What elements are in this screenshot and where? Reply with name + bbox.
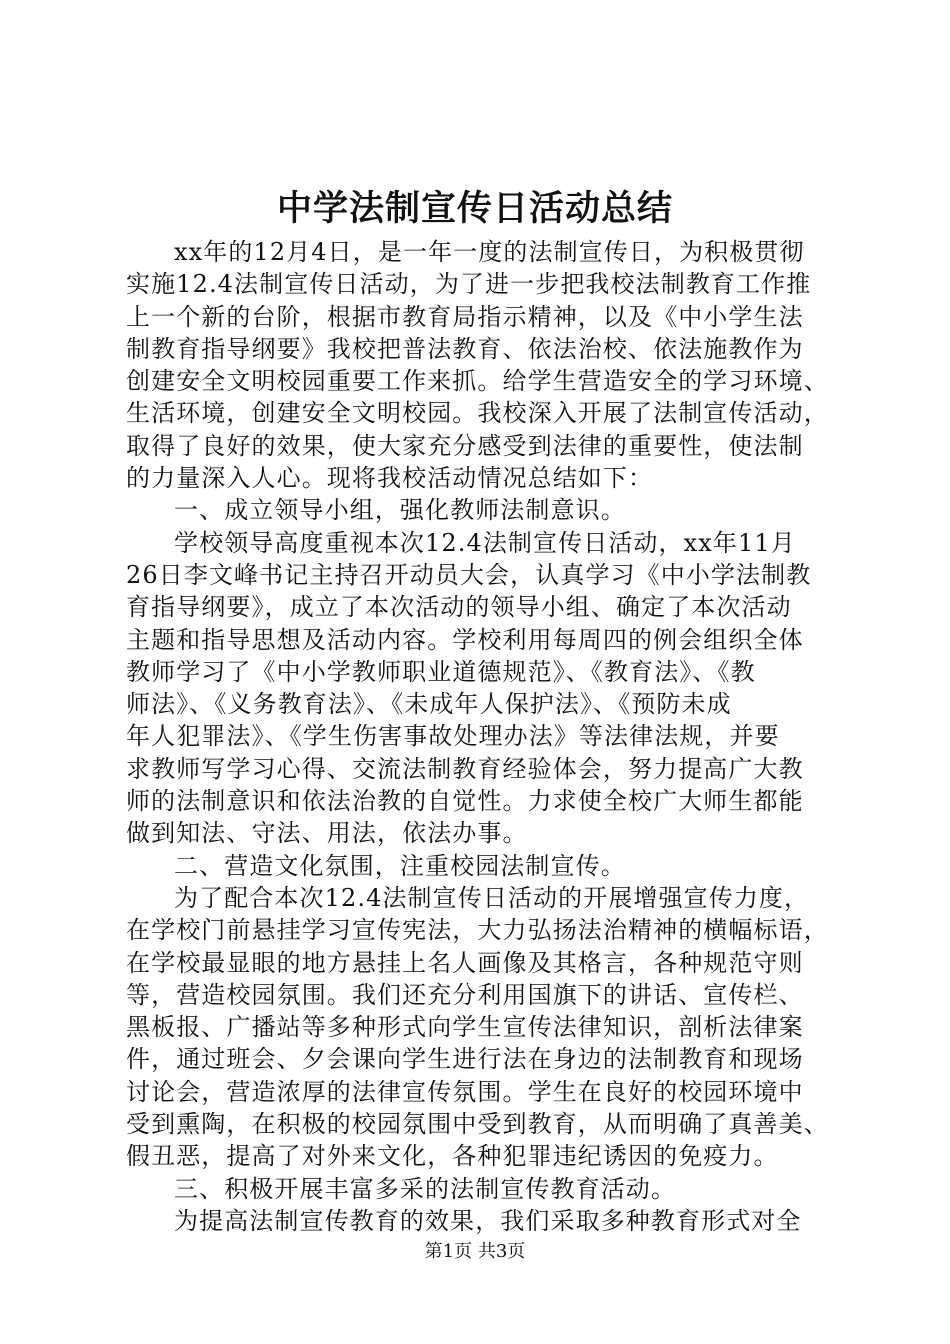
text-line: 假丑恶，提高了对外来文化，各种犯罪违纪诱因的免疫力。 bbox=[126, 1142, 779, 1171]
text-line: 讨论会，营造浓厚的法律宣传氛围。学生在良好的校园环境中 bbox=[126, 1077, 804, 1106]
text-line: 主题和指导思想及活动内容。学校利用每周四的例会组织全体 bbox=[126, 625, 804, 654]
text-line: 件，通过班会、夕会课向学生进行法在身边的法制教育和现场 bbox=[126, 1045, 804, 1074]
text-line: 二、营造文化氛围，注重校园法制宣传。 bbox=[174, 851, 626, 880]
text-line: 创建安全文明校园重要工作来抓。给学生营造安全的学习环境、 bbox=[126, 367, 829, 396]
text-line: 26日李文峰书记主持召开动员大会，认真学习《中小学法制教 bbox=[126, 560, 812, 589]
paragraph bbox=[126, 850, 826, 882]
text-line: 三、积极开展丰富多采的法制宣传教育活动。 bbox=[174, 1174, 676, 1203]
text-line: 生活环境，创建安全文明校园。我校深入开展了法制宣传活动， bbox=[126, 399, 829, 428]
text-line: 求教师写学习心得、交流法制教育经验体会，努力提高广大教 bbox=[126, 754, 804, 783]
text-line: 实施12.4法制宣传日活动，为了进一步把我校法制教育工作推 bbox=[126, 270, 812, 299]
text-line: 育指导纲要》，成立了本次活动的领导小组、确定了本次活动 bbox=[126, 593, 792, 622]
text-line: 一、成立领导小组，强化教师法制意识。 bbox=[174, 496, 626, 525]
paragraph bbox=[126, 882, 829, 1173]
text-line: xx年的12月4日，是一年一度的法制宣传日，为积极贯彻 bbox=[174, 238, 805, 266]
paragraph bbox=[126, 494, 826, 526]
text-line: 教师学习了《中小学教师职业道德规范》、《教育法》、《教 bbox=[126, 657, 756, 686]
text-line: 受到熏陶，在积极的校园氛围中受到教育，从而明确了真善美、 bbox=[126, 1110, 829, 1139]
text-line: 在学校最显眼的地方悬挂上名人画像及其格言，各种规范守则 bbox=[126, 948, 804, 977]
text-line: 年人犯罪法》、《学生伤害事故处理办法》等法律法规，并要 bbox=[126, 722, 780, 751]
text-line: 黑板报、广播站等多种形式向学生宣传法律知识，剖析法律案 bbox=[126, 1013, 804, 1042]
text-line: 师法》、《义务教育法》、《未成年人保护法》、《预防未成 bbox=[126, 690, 732, 719]
text-line: 学校领导高度重视本次12.4法制宣传日活动，xx年11月 bbox=[174, 528, 796, 557]
text-line: 制教育指导纲要》我校把普法教育、依法治校、依法施教作为 bbox=[126, 334, 804, 363]
paragraph bbox=[126, 236, 829, 494]
paragraph bbox=[126, 1173, 826, 1205]
document-title: 中学法制宣传日活动总结 bbox=[276, 188, 673, 229]
text-line: 为了配合本次12.4法制宣传日活动的开展增强宣传力度， bbox=[174, 883, 810, 912]
text-line: 为提高法制宣传教育的效果，我们采取多种教育形式对全 bbox=[174, 1206, 802, 1235]
page-footer: 第1页 共3页 bbox=[424, 1241, 526, 1262]
text-line: 的力量深入人心。现将我校活动情况总结如下： bbox=[126, 464, 654, 493]
text-line: 等，营造校园氛围。我们还充分利用国旗下的讲话、宣传栏、 bbox=[126, 980, 804, 1009]
paragraph bbox=[126, 527, 826, 850]
document-body bbox=[126, 236, 829, 1237]
text-line: 师的法制意识和依法治教的自觉性。力求使全校广大师生都能 bbox=[126, 787, 804, 816]
text-line: 上一个新的台阶，根据市教育局指示精神，以及《中小学生法 bbox=[126, 302, 804, 331]
text-line: 做到知法、守法、用法，依法办事。 bbox=[126, 819, 528, 848]
paragraph bbox=[126, 1205, 826, 1237]
text-line: 取得了良好的效果，使大家充分感受到法律的重要性，使法制 bbox=[126, 431, 804, 460]
text-line: 在学校门前悬挂学习宣传宪法，大力弘扬法治精神的横幅标语， bbox=[126, 916, 829, 945]
